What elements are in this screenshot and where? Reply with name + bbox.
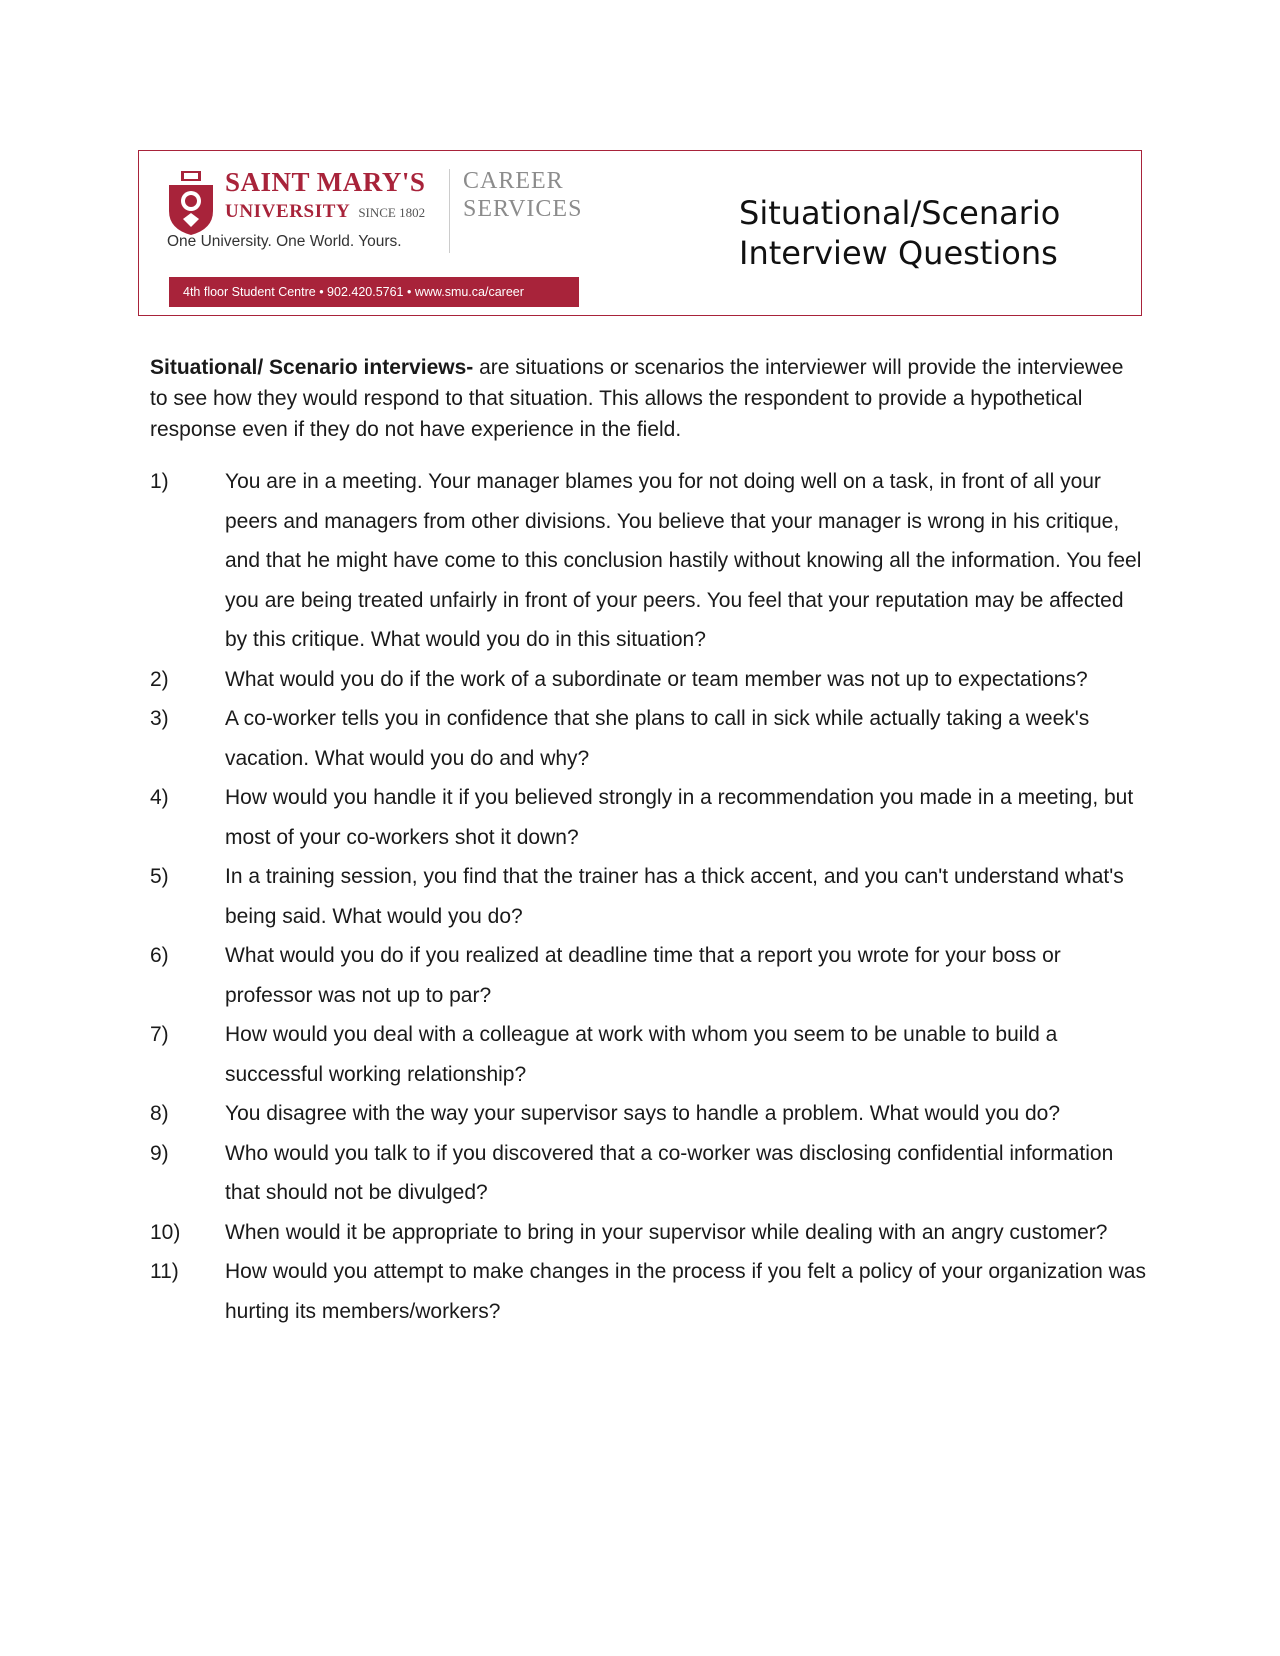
list-item bbox=[150, 1213, 1150, 1253]
list-item bbox=[150, 936, 1150, 1015]
university-word-text: UNIVERSITY bbox=[225, 201, 351, 222]
question-number: 7) bbox=[150, 1023, 169, 1046]
list-item bbox=[150, 699, 1150, 778]
list-item bbox=[150, 1015, 1150, 1094]
contact-bar: 4th floor Student Centre • 902.420.5761 • www.smu.ca/career bbox=[169, 277, 579, 307]
crest-icon bbox=[167, 171, 215, 235]
university-word bbox=[225, 201, 425, 223]
logo-divider bbox=[449, 169, 450, 253]
question-number: 9) bbox=[150, 1141, 169, 1165]
since-text: SINCE 1802 bbox=[358, 205, 426, 220]
smu-logo bbox=[153, 161, 583, 307]
question-text: You are in a meeting. Your manager blames you for not doing well on a task, in front of all your peers and managers from other divisions. You believe that your manager is wrong in his critique, and that he might have come to this conclusion hastily without knowing all the information. You feel you are being treated unfairly in front of your peers. You feel that your reputation may be affected by this critique. What would you do in this situation? bbox=[225, 470, 1142, 651]
list-item bbox=[150, 1252, 1150, 1331]
list-item bbox=[150, 778, 1150, 857]
question-number: 11) bbox=[150, 1260, 179, 1283]
question-number: 10) bbox=[150, 1220, 181, 1244]
question-text: In a training session, you find that the trainer has a thick accent, and you can't understand what's being said. What would you do? bbox=[225, 865, 1124, 928]
question-number: 3) bbox=[150, 707, 169, 730]
intro-paragraph bbox=[150, 352, 1130, 445]
list-item bbox=[150, 1094, 1150, 1134]
department-name bbox=[463, 167, 582, 223]
list-item bbox=[150, 1134, 1150, 1213]
question-text: A co-worker tells you in confidence that she plans to call in sick while actually taking a week's vacation. What would you do and why? bbox=[225, 707, 1090, 770]
question-list bbox=[150, 462, 1150, 1331]
list-item bbox=[150, 462, 1150, 660]
intro-text: are situations or scenarios the interviewer will provide the interviewee to see how they would respond to that situation. This allows the respondent to provide a hypothetical response even if they do not have experience in the field. bbox=[150, 356, 1124, 441]
question-text: What would you do if you realized at deadline time that a report you wrote for your boss or professor was not up to par? bbox=[225, 944, 1061, 1007]
question-number: 6) bbox=[150, 944, 169, 967]
question-text: You disagree with the way your supervisor says to handle a problem. What would you do? bbox=[225, 1102, 1061, 1125]
university-name: SAINT MARY'S bbox=[225, 167, 426, 197]
question-text: Who would you talk to if you discovered that a co-worker was disclosing confidential information that should not be divulged? bbox=[225, 1141, 1114, 1204]
question-text: What would you do if the work of a subordinate or team member was not up to expectations? bbox=[225, 667, 1088, 691]
title-line2: Interview Questions bbox=[739, 234, 1058, 272]
tagline: One University. One World. Yours. bbox=[167, 233, 402, 250]
intro-lead: Situational/ Scenario interviews- bbox=[150, 356, 474, 379]
question-number: 8) bbox=[150, 1102, 169, 1125]
department-line2: SERVICES bbox=[463, 196, 583, 222]
question-number: 4) bbox=[150, 786, 169, 809]
list-item bbox=[150, 857, 1150, 936]
title-line1: Situational/Scenario bbox=[739, 194, 1061, 232]
question-text: How would you attempt to make changes in the process if you felt a policy of your organization was hurting its members/workers? bbox=[225, 1260, 1146, 1323]
question-text: How would you handle it if you believed strongly in a recommendation you made in a meeting, but most of your co-workers shot it down? bbox=[225, 786, 1134, 849]
question-text: How would you deal with a colleague at work with whom you seem to be unable to build a successful working relationship? bbox=[225, 1023, 1058, 1086]
header-box bbox=[138, 150, 1142, 316]
question-number: 1) bbox=[150, 470, 169, 493]
department-line1: CAREER bbox=[463, 168, 564, 194]
question-number: 5) bbox=[150, 865, 169, 888]
page-title bbox=[739, 193, 1060, 273]
list-item bbox=[150, 660, 1150, 700]
question-text: When would it be appropriate to bring in your supervisor while dealing with an angry customer? bbox=[225, 1220, 1108, 1244]
question-number: 2) bbox=[150, 667, 169, 691]
